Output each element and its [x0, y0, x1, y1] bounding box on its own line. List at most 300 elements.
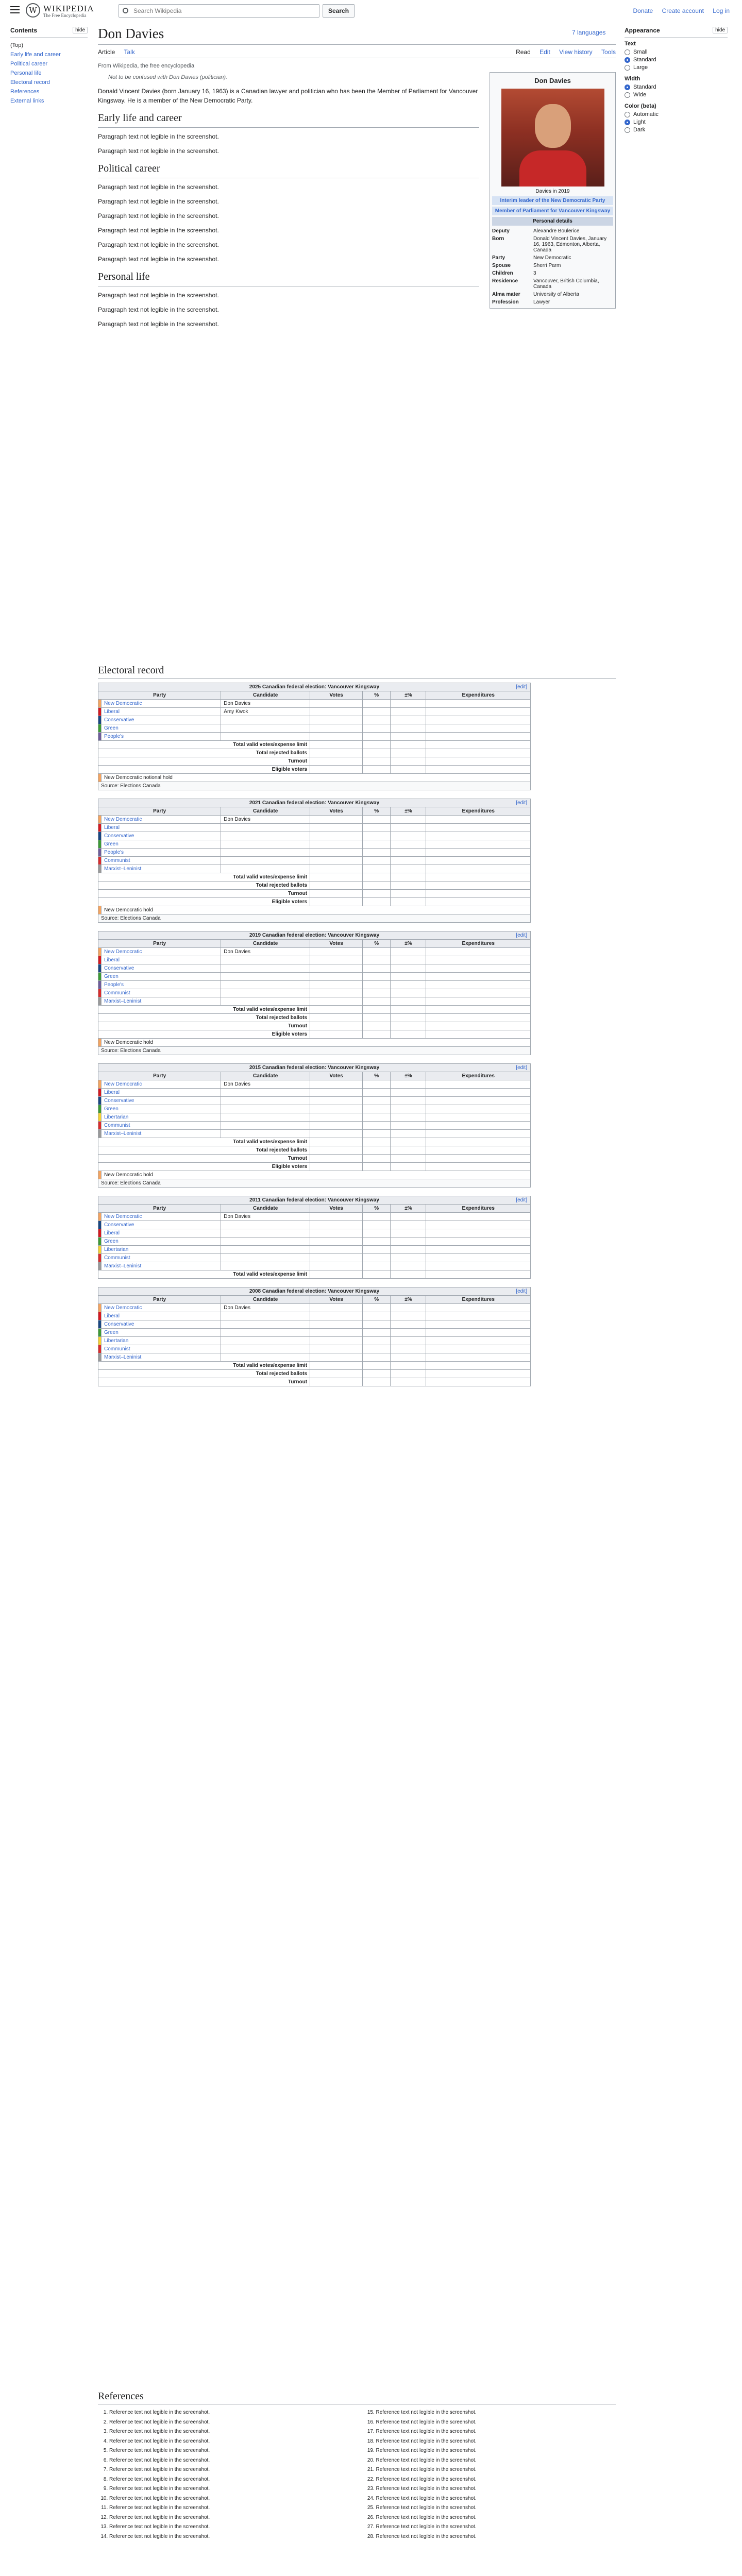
references-section	[98, 2391, 616, 2542]
party-cell[interactable]: Libertarian	[102, 1113, 221, 1122]
source-note[interactable]: Source: Elections Canada	[98, 914, 531, 923]
search-icon	[123, 8, 128, 13]
hatnote: Not to be confused with Don Davies (politician).	[108, 74, 228, 80]
votes-cell	[310, 964, 363, 973]
party-cell[interactable]: Communist	[102, 1345, 221, 1353]
expenditures-cell	[426, 857, 531, 865]
source-note[interactable]: Source: Elections Canada	[98, 1047, 531, 1055]
search-input[interactable]	[132, 6, 282, 15]
table-caption	[98, 1287, 531, 1296]
office-band-leader[interactable]: Interim leader of the New Democratic Party	[492, 196, 613, 205]
party-cell[interactable]: Liberal	[102, 1229, 221, 1238]
tab-talk[interactable]: Talk	[124, 48, 135, 56]
party-cell[interactable]: Marxist–Leninist	[102, 1262, 221, 1270]
percent-cell	[363, 832, 391, 840]
infobox-row	[492, 277, 613, 291]
reference-item[interactable]: 15. Reference text not legible in the screenshot.	[376, 2409, 616, 2417]
election-table	[98, 931, 531, 1055]
expenditures-cell	[426, 733, 531, 741]
column-header: %	[363, 940, 391, 948]
reference-item[interactable]: 24. Reference text not legible in the screenshot.	[376, 2495, 616, 2503]
percent-cell	[363, 1213, 391, 1221]
party-cell[interactable]: Communist	[102, 1254, 221, 1262]
tab-view-history[interactable]: View history	[559, 48, 593, 56]
toc-item-electoral-record[interactable]: Electoral record	[10, 79, 50, 86]
toc-item-early-life[interactable]: Early life and career	[10, 52, 61, 58]
column-header: Votes	[310, 1072, 363, 1080]
from-wikipedia-line: From Wikipedia, the free encyclopedia	[98, 63, 195, 69]
party-cell[interactable]: Communist	[102, 989, 221, 997]
change-cell	[391, 1097, 426, 1105]
edit-icon[interactable]: [edit]	[516, 1289, 527, 1294]
table-row	[98, 1105, 531, 1113]
expenditures-cell	[426, 1262, 531, 1270]
candidate-cell: Don Davies	[221, 1213, 310, 1221]
text-large-option[interactable]	[625, 64, 728, 71]
paragraph: Paragraph text not legible in the screenshot.	[98, 256, 219, 263]
change-cell	[391, 1080, 426, 1089]
table-of-contents	[10, 27, 88, 106]
totals-value	[363, 757, 391, 766]
text-standard-option[interactable]	[625, 57, 728, 63]
expenditures-cell	[426, 840, 531, 849]
reference-item[interactable]: 23. Reference text not legible in the screenshot.	[376, 2485, 616, 2493]
column-header: Votes	[310, 691, 363, 700]
party-cell[interactable]: Green	[102, 1238, 221, 1246]
edit-icon[interactable]: [edit]	[516, 933, 527, 938]
radio-selected-icon[interactable]	[625, 120, 630, 125]
expenditures-cell	[426, 824, 531, 832]
edit-icon[interactable]: [edit]	[516, 1197, 527, 1203]
totals-label: Turnout	[98, 1022, 310, 1030]
totals-value	[310, 1138, 363, 1146]
column-header: Expenditures	[426, 1072, 531, 1080]
totals-value	[363, 1270, 391, 1279]
infobox-key: Profession	[492, 299, 519, 305]
caption-text[interactable]: 2019 Canadian federal election: Vancouver Kingsway	[249, 933, 380, 938]
totals-value	[310, 1163, 363, 1171]
width-standard-option[interactable]	[625, 84, 728, 90]
radio-icon[interactable]	[625, 127, 630, 133]
reference-item[interactable]: 26. Reference text not legible in the screenshot.	[376, 2514, 616, 2522]
party-cell[interactable]: Liberal	[102, 1089, 221, 1097]
totals-value	[363, 873, 391, 882]
party-cell[interactable]: Communist	[102, 1122, 221, 1130]
portrait-photo[interactable]	[501, 89, 604, 187]
hold-row	[98, 774, 531, 782]
party-cell[interactable]: Conservative	[102, 716, 221, 724]
table-row	[98, 981, 531, 989]
totals-value	[310, 882, 363, 890]
hold-label: New Democratic hold	[102, 1039, 531, 1047]
expenditures-cell	[426, 1320, 531, 1329]
votes-cell	[310, 1312, 363, 1320]
votes-cell	[310, 1122, 363, 1130]
table-row	[98, 1122, 531, 1130]
office-band-mp[interactable]: Member of Parliament for Vancouver Kingsway	[492, 207, 613, 215]
expenditures-cell	[426, 865, 531, 873]
party-cell[interactable]: New Democratic	[102, 816, 221, 824]
reference-item[interactable]: 16. Reference text not legible in the screenshot.	[376, 2418, 616, 2427]
infobox-value: University of Alberta	[533, 292, 579, 297]
party-cell[interactable]: Liberal	[102, 824, 221, 832]
candidate-cell	[221, 1337, 310, 1345]
column-header: ±%	[391, 1072, 426, 1080]
infobox-value: Alexandre Boulerice	[533, 228, 580, 234]
party-cell[interactable]: Green	[102, 1329, 221, 1337]
table-row	[98, 948, 531, 956]
change-cell	[391, 1353, 426, 1362]
votes-cell	[310, 716, 363, 724]
party-cell[interactable]: Liberal	[102, 1312, 221, 1320]
totals-value	[363, 1146, 391, 1155]
table-header-row	[98, 1072, 531, 1080]
change-cell	[391, 1213, 426, 1221]
edit-icon[interactable]: [edit]	[516, 684, 527, 690]
reference-item[interactable]: 17. Reference text not legible in the screenshot.	[376, 2428, 616, 2436]
totals-label: Total valid votes/expense limit	[98, 1138, 310, 1146]
reference-item[interactable]: 19. Reference text not legible in the screenshot.	[376, 2447, 616, 2455]
languages-button[interactable]: 7 languages	[572, 29, 606, 36]
change-cell	[391, 1320, 426, 1329]
option-label: Large	[633, 64, 648, 71]
totals-value	[426, 1006, 531, 1014]
color-automatic-option[interactable]	[625, 111, 728, 117]
wikipedia-wordmark[interactable]: WIKIPEDIA	[43, 4, 94, 13]
reference-item[interactable]: 11. Reference text not legible in the screenshot.	[109, 2504, 349, 2512]
votes-cell	[310, 1213, 363, 1221]
candidate-cell	[221, 989, 310, 997]
radio-icon[interactable]	[625, 49, 630, 55]
candidate-cell: Amy Kwok	[221, 708, 310, 716]
party-cell[interactable]: Green	[102, 1105, 221, 1113]
hold-row	[98, 1171, 531, 1179]
option-label: Light	[633, 119, 646, 125]
column-header: ±%	[391, 807, 426, 816]
reference-item[interactable]: 21. Reference text not legible in the screenshot.	[376, 2466, 616, 2474]
expenditures-cell	[426, 981, 531, 989]
reference-item[interactable]: 10. Reference text not legible in the screenshot.	[109, 2495, 349, 2503]
infobox-row	[492, 227, 613, 235]
totals-value	[391, 1138, 426, 1146]
party-cell[interactable]: New Democratic	[102, 1080, 221, 1089]
party-cell[interactable]: Conservative	[102, 964, 221, 973]
reference-item[interactable]: 4. Reference text not legible in the screenshot.	[109, 2437, 349, 2446]
election-table	[98, 1063, 531, 1188]
table-row	[98, 816, 531, 824]
totals-value	[426, 1370, 531, 1378]
toc-item-references[interactable]: References	[10, 89, 40, 95]
width-wide-option[interactable]	[625, 92, 728, 98]
width-label: Width	[625, 76, 640, 82]
totals-value	[391, 1006, 426, 1014]
percent-cell	[363, 1345, 391, 1353]
reference-item[interactable]: 20. Reference text not legible in the screenshot.	[376, 2456, 616, 2465]
column-header: Party	[98, 691, 221, 700]
totals-row	[98, 898, 531, 906]
paragraph: Paragraph text not legible in the screenshot.	[98, 212, 219, 219]
column-header: Party	[98, 1205, 221, 1213]
reference-item[interactable]: 7. Reference text not legible in the screenshot.	[109, 2466, 349, 2474]
change-cell	[391, 724, 426, 733]
totals-value	[426, 882, 531, 890]
party-cell[interactable]: New Democratic	[102, 1213, 221, 1221]
change-cell	[391, 1254, 426, 1262]
caption-text[interactable]: 2011 Canadian federal election: Vancouver Kingsway	[249, 1197, 379, 1203]
party-cell[interactable]: Conservative	[102, 1221, 221, 1229]
totals-label: Total valid votes/expense limit	[98, 1362, 310, 1370]
votes-cell	[310, 733, 363, 741]
appearance-header	[625, 27, 728, 38]
references-columns	[98, 2409, 616, 2542]
appearance-hide-button[interactable]: hide	[713, 27, 728, 33]
reference-item[interactable]: 8. Reference text not legible in the screenshot.	[109, 2476, 349, 2484]
radio-selected-icon[interactable]	[625, 57, 630, 63]
reference-item[interactable]: 27. Reference text not legible in the screenshot.	[376, 2523, 616, 2531]
toc-item-external-links[interactable]: External links	[10, 98, 44, 104]
source-row	[98, 1047, 531, 1055]
totals-value	[426, 898, 531, 906]
party-cell[interactable]: Marxist–Leninist	[102, 1353, 221, 1362]
reference-item[interactable]: 25. Reference text not legible in the screenshot.	[376, 2504, 616, 2512]
expenditures-cell	[426, 724, 531, 733]
votes-cell	[310, 1304, 363, 1312]
table-row	[98, 824, 531, 832]
party-cell[interactable]: Green	[102, 840, 221, 849]
expenditures-cell	[426, 1105, 531, 1113]
totals-value	[363, 1138, 391, 1146]
table-row	[98, 1353, 531, 1362]
totals-value	[426, 1030, 531, 1039]
candidate-cell: Don Davies	[221, 816, 310, 824]
party-cell[interactable]: Green	[102, 724, 221, 733]
party-cell[interactable]: Marxist–Leninist	[102, 997, 221, 1006]
party-cell[interactable]: People's	[102, 849, 221, 857]
totals-value	[310, 1370, 363, 1378]
reference-item[interactable]: 22. Reference text not legible in the screenshot.	[376, 2476, 616, 2484]
votes-cell	[310, 832, 363, 840]
log-in-link[interactable]: Log in	[713, 7, 730, 14]
create-account-link[interactable]: Create account	[662, 7, 704, 14]
reference-item[interactable]: 6. Reference text not legible in the screenshot.	[109, 2456, 349, 2465]
candidate-cell	[221, 1329, 310, 1337]
caption-text[interactable]: 2025 Canadian federal election: Vancouver Kingsway	[249, 684, 380, 690]
toc-hide-button[interactable]: hide	[73, 27, 88, 33]
table-row	[98, 865, 531, 873]
totals-label: Eligible voters	[98, 766, 310, 774]
infobox-title: Don Davies	[534, 77, 571, 84]
totals-value	[391, 1146, 426, 1155]
donate-link[interactable]: Donate	[633, 7, 653, 14]
column-header: Candidate	[221, 1072, 310, 1080]
table-row	[98, 997, 531, 1006]
reference-item[interactable]: 12. Reference text not legible in the screenshot.	[109, 2514, 349, 2522]
expenditures-cell	[426, 832, 531, 840]
expenditures-cell	[426, 1337, 531, 1345]
votes-cell	[310, 1097, 363, 1105]
party-cell[interactable]: Liberal	[102, 708, 221, 716]
expenditures-cell	[426, 948, 531, 956]
source-note[interactable]: Source: Elections Canada	[98, 1179, 531, 1188]
votes-cell	[310, 700, 363, 708]
reference-item[interactable]: 18. Reference text not legible in the screenshot.	[376, 2437, 616, 2446]
reference-item[interactable]: 1. Reference text not legible in the screenshot.	[109, 2409, 349, 2417]
percent-cell	[363, 816, 391, 824]
candidate-cell: Don Davies	[221, 700, 310, 708]
election-tables	[98, 683, 616, 1386]
wikipedia-globe-logo[interactable]: W	[26, 3, 40, 18]
reference-item[interactable]: 9. Reference text not legible in the screenshot.	[109, 2485, 349, 2493]
percent-cell	[363, 733, 391, 741]
party-cell[interactable]: Libertarian	[102, 1337, 221, 1345]
caption-text[interactable]: 2021 Canadian federal election: Vancouver Kingsway	[249, 800, 380, 806]
table-row	[98, 1254, 531, 1262]
votes-cell	[310, 1238, 363, 1246]
candidate-cell	[221, 1262, 310, 1270]
infobox-row	[492, 235, 613, 254]
portrait-shirt	[519, 150, 586, 187]
option-label: Small	[633, 49, 648, 55]
table-row	[98, 840, 531, 849]
candidate-cell	[221, 824, 310, 832]
party-cell[interactable]: Marxist–Leninist	[102, 865, 221, 873]
totals-value	[391, 1014, 426, 1022]
title-divider	[98, 44, 616, 45]
totals-value	[391, 1370, 426, 1378]
infobox-key: Party	[492, 255, 505, 261]
tab-read[interactable]: Read	[516, 48, 531, 56]
table-header-row	[98, 691, 531, 700]
change-cell	[391, 1221, 426, 1229]
party-cell[interactable]: Libertarian	[102, 1246, 221, 1254]
totals-row	[98, 1138, 531, 1146]
party-cell[interactable]: Green	[102, 973, 221, 981]
edit-icon[interactable]: [edit]	[516, 800, 527, 806]
change-cell	[391, 964, 426, 973]
caption-text[interactable]: 2008 Canadian federal election: Vancouver Kingsway	[249, 1289, 380, 1294]
totals-value	[310, 1270, 363, 1279]
totals-label: Turnout	[98, 1378, 310, 1386]
percent-cell	[363, 956, 391, 964]
totals-value	[310, 757, 363, 766]
party-cell[interactable]: Communist	[102, 857, 221, 865]
paragraph: Paragraph text not legible in the screenshot.	[98, 183, 219, 191]
search-button[interactable]: Search	[323, 4, 355, 18]
table-row	[98, 1320, 531, 1329]
party-cell[interactable]: New Democratic	[102, 700, 221, 708]
column-header: ±%	[391, 940, 426, 948]
caption-text[interactable]: 2015 Canadian federal election: Vancouver Kingsway	[249, 1065, 380, 1071]
color-light-option[interactable]	[625, 119, 728, 125]
totals-value	[391, 1163, 426, 1171]
toc-item-personal-life[interactable]: Personal life	[10, 70, 42, 76]
column-header: Candidate	[221, 807, 310, 816]
table-row	[98, 832, 531, 840]
totals-value	[363, 1163, 391, 1171]
tab-edit[interactable]: Edit	[539, 48, 550, 56]
tab-tools[interactable]: Tools	[601, 48, 616, 56]
radio-selected-icon[interactable]	[625, 84, 630, 90]
toc-item-top[interactable]: (Top)	[10, 42, 24, 48]
totals-row	[98, 1146, 531, 1155]
percent-cell	[363, 1113, 391, 1122]
votes-cell	[310, 1080, 363, 1089]
party-cell[interactable]: New Democratic	[102, 948, 221, 956]
candidate-cell	[221, 981, 310, 989]
totals-value	[310, 1022, 363, 1030]
infobox-row	[492, 298, 613, 306]
party-cell[interactable]: People's	[102, 733, 221, 741]
radio-icon[interactable]	[625, 65, 630, 71]
table-caption	[98, 1196, 531, 1205]
party-cell[interactable]: People's	[102, 981, 221, 989]
toc-item-political-career[interactable]: Political career	[10, 61, 48, 67]
text-small-option[interactable]	[625, 49, 728, 55]
totals-value	[310, 1014, 363, 1022]
reference-item[interactable]: 13. Reference text not legible in the screenshot.	[109, 2523, 349, 2531]
party-cell[interactable]: Liberal	[102, 956, 221, 964]
reference-item[interactable]: 5. Reference text not legible in the screenshot.	[109, 2447, 349, 2455]
color-dark-option[interactable]	[625, 127, 728, 133]
candidate-cell	[221, 840, 310, 849]
party-cell[interactable]: Marxist–Leninist	[102, 1130, 221, 1138]
party-cell[interactable]: New Democratic	[102, 1304, 221, 1312]
change-cell	[391, 1238, 426, 1246]
radio-icon[interactable]	[625, 112, 630, 117]
expenditures-cell	[426, 1345, 531, 1353]
reference-item[interactable]: 2. Reference text not legible in the screenshot.	[109, 2418, 349, 2427]
candidate-cell	[221, 724, 310, 733]
source-row	[98, 782, 531, 790]
totals-row	[98, 1362, 531, 1370]
text-size-label: Text	[625, 41, 636, 47]
table-caption-row	[98, 1064, 531, 1072]
party-cell[interactable]: Conservative	[102, 832, 221, 840]
radio-icon[interactable]	[625, 92, 630, 98]
percent-cell	[363, 948, 391, 956]
appearance-panel	[625, 27, 728, 138]
infobox-key: Children	[492, 270, 513, 276]
main-menu-icon[interactable]	[10, 6, 20, 13]
candidate-cell: Don Davies	[221, 1080, 310, 1089]
percent-cell	[363, 824, 391, 832]
percent-cell	[363, 1105, 391, 1113]
candidate-cell	[221, 1345, 310, 1353]
portrait-face	[535, 104, 571, 148]
votes-cell	[310, 840, 363, 849]
totals-row	[98, 890, 531, 898]
votes-cell	[310, 1105, 363, 1113]
column-header: Votes	[310, 940, 363, 948]
references-list-left	[98, 2409, 349, 2542]
tab-article[interactable]: Article	[98, 48, 115, 56]
totals-row	[98, 749, 531, 757]
reference-item[interactable]: 14. Reference text not legible in the screenshot.	[109, 2533, 349, 2541]
percent-cell	[363, 1080, 391, 1089]
table-row	[98, 1229, 531, 1238]
party-cell[interactable]: Conservative	[102, 1097, 221, 1105]
party-cell[interactable]: Conservative	[102, 1320, 221, 1329]
edit-icon[interactable]: [edit]	[516, 1065, 527, 1071]
hold-row	[98, 906, 531, 914]
source-note[interactable]: Source: Elections Canada	[98, 782, 531, 790]
reference-item[interactable]: 3. Reference text not legible in the screenshot.	[109, 2428, 349, 2436]
table-row	[98, 1213, 531, 1221]
candidate-cell	[221, 1353, 310, 1362]
reference-item[interactable]: 28. Reference text not legible in the screenshot.	[376, 2533, 616, 2541]
photo-caption: Davies in 2019	[535, 189, 570, 194]
candidate-cell	[221, 849, 310, 857]
